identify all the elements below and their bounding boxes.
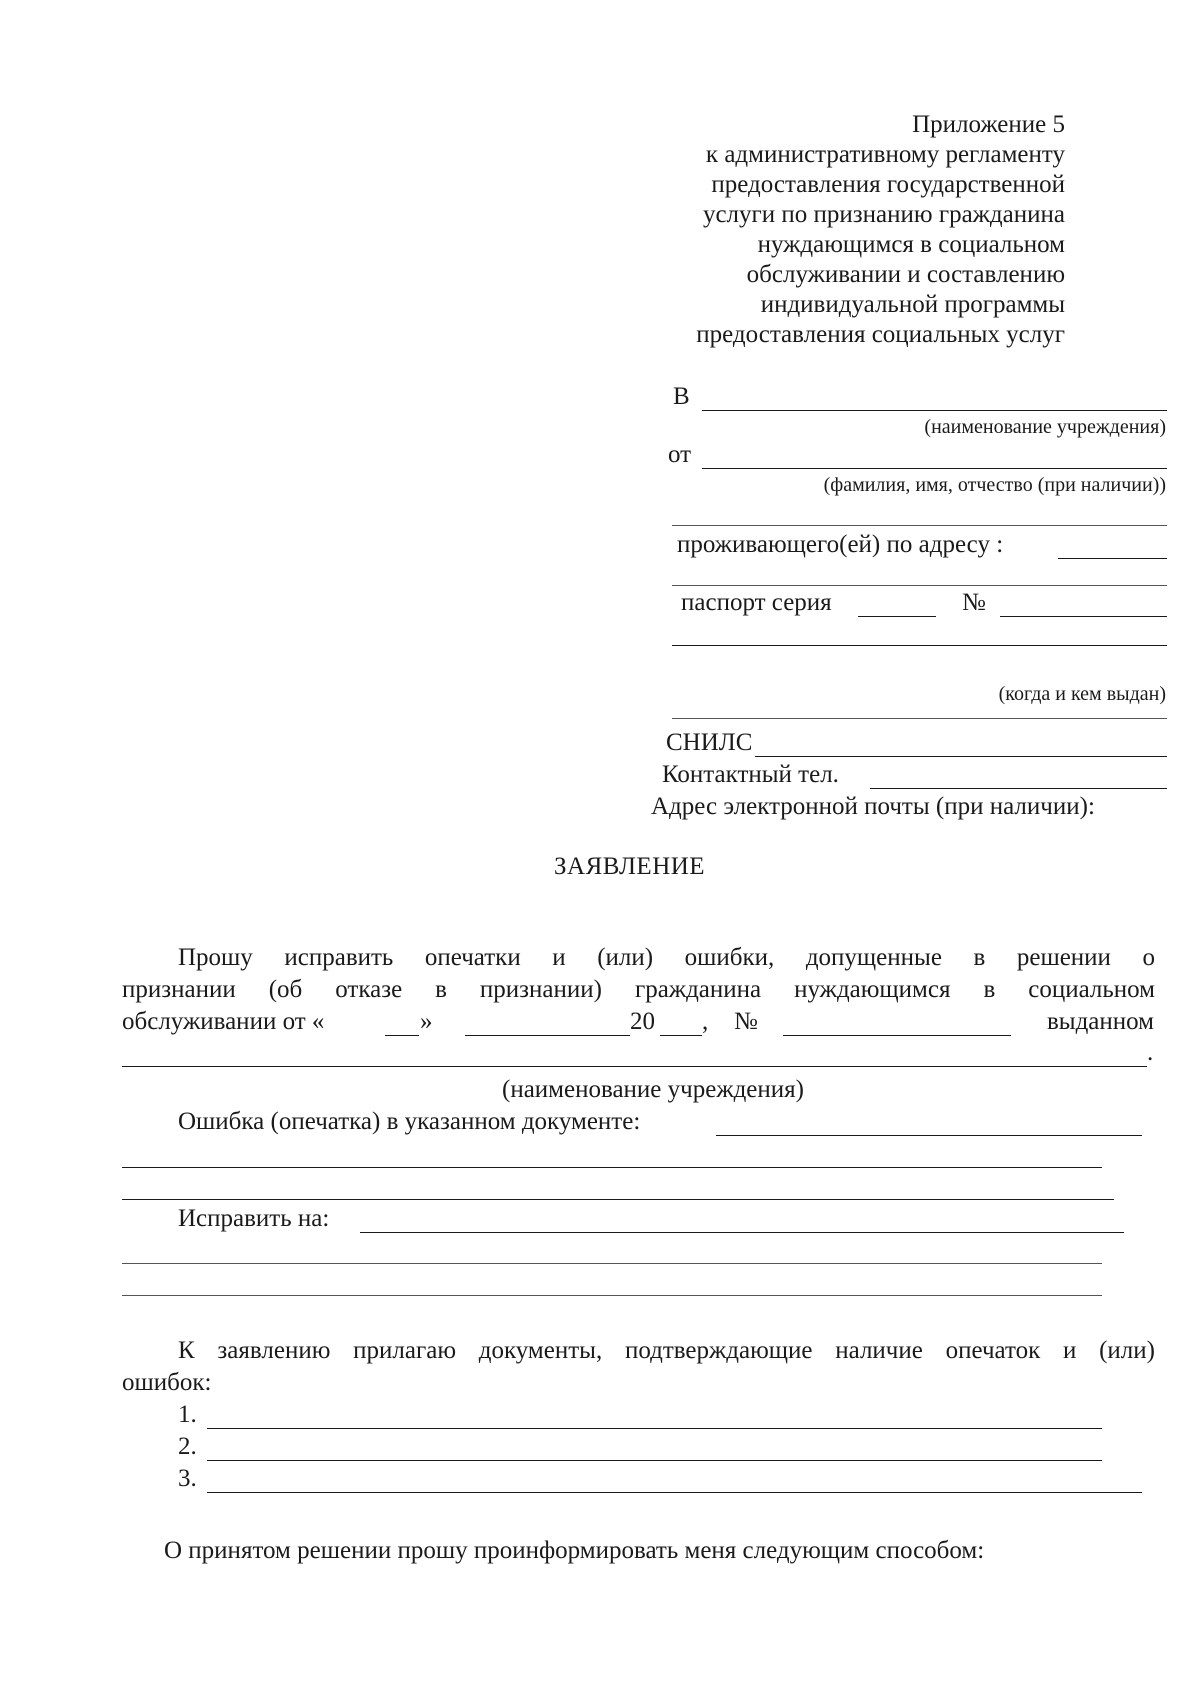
date-quote-close: »: [420, 1008, 433, 1035]
address-label: проживающего(ей) по адресу :: [677, 531, 1004, 558]
passport-hint: (когда и кем выдан): [998, 683, 1166, 705]
number-sign: №: [734, 1008, 758, 1035]
attachment-number: 1.: [178, 1401, 197, 1428]
passport-series-label: паспорт серия: [681, 589, 832, 616]
error-field-line-2[interactable]: [122, 1167, 1102, 1168]
correct-field-line-3[interactable]: [122, 1295, 1102, 1296]
address-field-continued[interactable]: [672, 585, 1167, 586]
issued-label: выданном: [1046, 1008, 1154, 1035]
attach-line-1: К заявлению прилагаю документы, подтверждающие наличие опечаток и (или): [178, 1337, 1155, 1364]
snils-label: СНИЛС: [666, 729, 753, 756]
year-field[interactable]: [660, 1035, 702, 1036]
correct-field[interactable]: [360, 1232, 1124, 1233]
document-title: ЗАЯВЛЕНИЕ: [554, 853, 706, 880]
phone-label: Контактный тел.: [662, 761, 839, 788]
passport-number-label: №: [962, 589, 986, 616]
appendix-line: Приложение 5: [912, 111, 1065, 138]
attachment-field-1[interactable]: [207, 1428, 1102, 1429]
to-hint: (наименование учреждения): [924, 416, 1166, 438]
attachment-field-3[interactable]: [207, 1492, 1142, 1493]
appendix-line: предоставления государственной: [711, 171, 1065, 198]
appendix-line: индивидуальной программы: [760, 291, 1065, 318]
from-label: от: [668, 441, 692, 468]
email-label: Адрес электронной почты (при наличии):: [651, 793, 1095, 820]
appendix-line: предоставления социальных услуг: [696, 321, 1065, 348]
attachment-field-2[interactable]: [207, 1460, 1102, 1461]
issuer-field[interactable]: [122, 1066, 1147, 1067]
body-line-1: Прошу исправить опечатки и (или) ошибки, допущенные в решении о: [178, 944, 1155, 971]
address-field[interactable]: [1058, 558, 1167, 559]
phone-field[interactable]: [870, 788, 1167, 789]
inform-label: О принятом решении прошу проинформировать меня следующим способом:: [164, 1537, 985, 1564]
passport-number-field[interactable]: [1000, 616, 1167, 617]
error-field[interactable]: [716, 1135, 1142, 1136]
appendix-line: обслуживании и составлению: [746, 261, 1065, 288]
from-field[interactable]: [702, 468, 1167, 469]
passport-series-field[interactable]: [858, 616, 936, 617]
correct-field-line-2[interactable]: [122, 1263, 1102, 1264]
appendix-line: нуждающимся в социальном: [757, 231, 1065, 258]
line-end-dot: .: [1147, 1039, 1154, 1066]
correct-label: Исправить на:: [178, 1205, 330, 1232]
to-field[interactable]: [702, 410, 1167, 411]
attach-line-2: ошибок:: [122, 1369, 212, 1396]
institution-hint: (наименование учреждения): [502, 1076, 804, 1103]
passport-issued-field[interactable]: [672, 645, 1167, 646]
year-prefix: 20: [630, 1008, 655, 1035]
decision-number-field[interactable]: [783, 1035, 1011, 1036]
date-prefix: обслуживании от «: [122, 1008, 325, 1035]
passport-issued-field-continued[interactable]: [672, 718, 1167, 719]
body-line-2: признании (об отказе в признании) гражданина нуждающимся в социальном: [122, 976, 1155, 1003]
from-hint: (фамилия, имя, отчество (при наличии)): [823, 474, 1166, 496]
month-field[interactable]: [465, 1035, 630, 1036]
from-field-continued[interactable]: [672, 525, 1167, 526]
attachment-number: 2.: [178, 1433, 197, 1460]
to-label: В: [673, 383, 690, 410]
error-field-line-3[interactable]: [122, 1199, 1114, 1200]
appendix-line: услуги по признанию гражданина: [702, 201, 1065, 228]
attachment-number: 3.: [178, 1465, 197, 1492]
appendix-line: к административному регламенту: [705, 141, 1065, 168]
snils-field[interactable]: [755, 756, 1167, 757]
day-field[interactable]: [385, 1035, 419, 1036]
error-label: Ошибка (опечатка) в указанном документе:: [178, 1108, 641, 1135]
